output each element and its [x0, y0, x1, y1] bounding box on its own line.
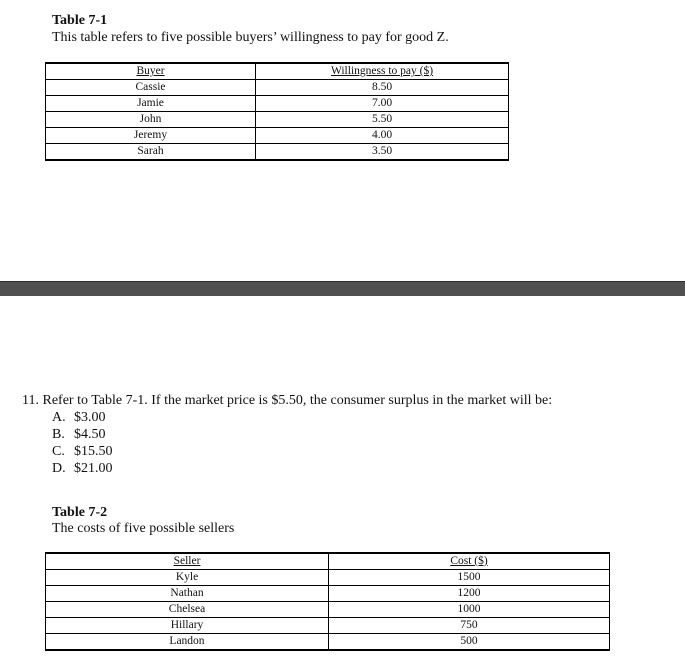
option-text: $21.00 [74, 461, 113, 476]
table-1-title: Table 7-1 [52, 13, 108, 28]
buyer-name: Jeremy [46, 128, 256, 144]
table-2 [45, 552, 610, 651]
table-1-header-row [46, 63, 509, 80]
willingness-value: 5.50 [256, 112, 509, 128]
option-letter: B. [52, 427, 65, 442]
buyer-name: John [46, 112, 256, 128]
table-2-caption: The costs of five possible sellers [52, 521, 235, 536]
table-row [46, 602, 610, 618]
option-text: $4.50 [74, 427, 106, 442]
table-1-header-willingness: Willingness to pay ($) [256, 63, 509, 80]
option-d[interactable] [52, 460, 113, 477]
willingness-value: 3.50 [256, 144, 509, 161]
table-1-header-buyer: Buyer [46, 63, 256, 80]
cost-value: 1500 [329, 570, 610, 586]
option-a[interactable] [52, 409, 106, 426]
option-letter: D. [52, 461, 66, 476]
table-2-header-row [46, 553, 610, 570]
seller-name: Hillary [46, 618, 329, 634]
option-b[interactable] [52, 426, 106, 443]
table-row [46, 80, 509, 96]
page-divider [0, 281, 685, 296]
seller-name: Kyle [46, 570, 329, 586]
table-row [46, 128, 509, 144]
willingness-value: 4.00 [256, 128, 509, 144]
willingness-value: 8.50 [256, 80, 509, 96]
table-2-header-cost: Cost ($) [329, 553, 610, 570]
option-c[interactable] [52, 443, 113, 460]
table-2-header-seller: Seller [46, 553, 329, 570]
question-text: 11. Refer to Table 7-1. If the market price is $5.50, the consumer surplus in the market will be: [22, 393, 553, 408]
cost-value: 1200 [329, 586, 610, 602]
buyer-name: Jamie [46, 96, 256, 112]
table-row [46, 570, 610, 586]
table-1-caption: This table refers to five possible buyers’ willingness to pay for good Z. [52, 30, 449, 45]
table-row [46, 586, 610, 602]
buyer-name: Sarah [46, 144, 256, 161]
table-1 [45, 62, 509, 161]
buyer-name: Cassie [46, 80, 256, 96]
cost-value: 1000 [329, 602, 610, 618]
table-row [46, 618, 610, 634]
seller-name: Landon [46, 634, 329, 651]
option-letter: A. [52, 410, 66, 425]
table-row [46, 634, 610, 651]
table-row [46, 112, 509, 128]
seller-name: Chelsea [46, 602, 329, 618]
cost-value: 750 [329, 618, 610, 634]
cost-value: 500 [329, 634, 610, 651]
option-text: $15.50 [74, 444, 113, 459]
option-letter: C. [52, 444, 65, 459]
table-row [46, 144, 509, 161]
willingness-value: 7.00 [256, 96, 509, 112]
table-2-title: Table 7-2 [52, 505, 108, 520]
table-row [46, 96, 509, 112]
option-text: $3.00 [74, 410, 106, 425]
seller-name: Nathan [46, 586, 329, 602]
